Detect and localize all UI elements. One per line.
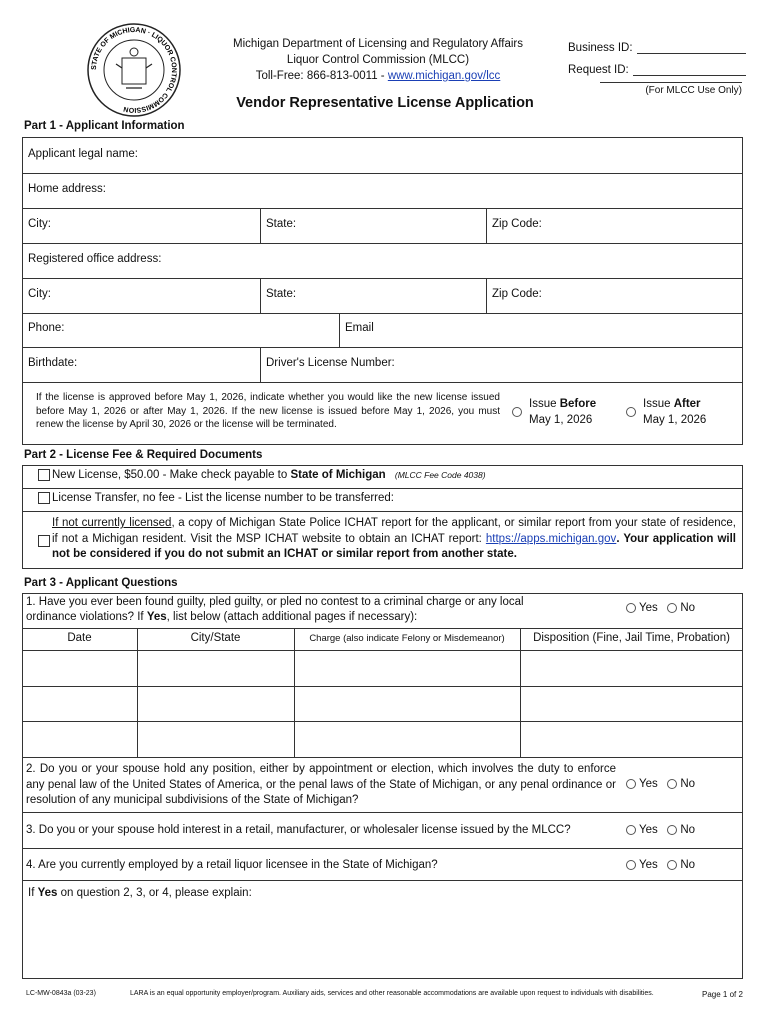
part3-heading: Part 3 - Applicant Questions [24, 577, 178, 589]
q3-yes-radio[interactable] [626, 825, 636, 835]
ichat-text: , a copy of Michigan State Police ICHAT report for the applicant, or similar report from your state of residence, if not a Michigan resident. Visit the MSP ICHAT website to obtain an ICHAT report: [52, 517, 736, 545]
q2-options [626, 778, 695, 790]
new-license-checkbox[interactable] [38, 469, 50, 481]
website-link[interactable]: www.michigan.gov/lcc [387, 70, 501, 82]
business-id-field[interactable] [637, 40, 746, 54]
commission-name: Liquor Control Commission (MLCC) [286, 54, 470, 66]
col-city-state: City/State [190, 632, 241, 644]
q2-yes-label: Yes [639, 778, 658, 790]
q1-text: 1. Have you ever been found guilty, pled guilty, or pled no contest to a criminal charge or any local ordinance violations? If [26, 596, 524, 623]
form-number: LC-MW-0843a (03-23) [26, 990, 96, 997]
question-1 [26, 595, 566, 625]
eeo-statement: LARA is an equal opportunity employer/program. Auxiliary aids, services and other reasonable accommodations are available upon request to individuals with disabilities. [130, 990, 654, 997]
home-state-field[interactable]: State: [266, 218, 297, 230]
q4-options [626, 859, 695, 871]
q4-yes-radio[interactable] [626, 860, 636, 870]
office-city-field[interactable]: City: [28, 288, 51, 300]
explain-field[interactable] [28, 887, 252, 899]
explain-text: If [28, 887, 38, 899]
dept-name: Michigan Department of Licensing and Regulatory Affairs [232, 38, 523, 50]
q2-no-radio[interactable] [667, 779, 677, 789]
payee: State of Michigan [290, 469, 386, 482]
issue-word: Issue [529, 398, 560, 410]
birthdate-field[interactable]: Birthdate: [28, 357, 78, 369]
after-word: After [673, 398, 701, 410]
q1-options [626, 602, 695, 614]
q3-options [626, 824, 695, 836]
before-date: May 1, 2026 [529, 414, 593, 426]
q2-no-label: No [680, 778, 696, 790]
office-state-field[interactable]: State: [266, 288, 297, 300]
mlcc-use-only: (For MLCC Use Only) [600, 82, 742, 96]
issue-before-option[interactable] [512, 396, 596, 428]
tollfree: Toll-Free: 866-813-0011 - [255, 70, 388, 82]
q4-yes-label: Yes [639, 859, 658, 871]
mlcc-seal-logo [86, 22, 182, 118]
q1-yes-word: Yes [146, 611, 167, 623]
page-number: Page 1 of 2 [702, 990, 743, 999]
home-address-field[interactable]: Home address: [28, 183, 106, 195]
col-date: Date [67, 632, 92, 644]
issue-word: Issue [643, 398, 674, 410]
transfer-label: License Transfer, no fee - List the license number to be transferred: [52, 492, 394, 505]
q4-no-label: No [680, 859, 696, 871]
question-3: 3. Do you or your spouse hold interest in a retail, manufacturer, or wholesaler license issued by the MLCC? [26, 824, 571, 836]
col-disposition: Disposition (Fine, Jail Time, Probation) [533, 632, 730, 644]
contact-line [200, 68, 556, 84]
q3-no-label: No [680, 824, 696, 836]
q1-yes-label: Yes [639, 602, 658, 614]
before-word: Before [559, 398, 597, 410]
page-title: Vendor Representative License Application [236, 95, 534, 111]
home-city-field[interactable]: City: [28, 218, 51, 230]
q3-no-radio[interactable] [667, 825, 677, 835]
transfer-checkbox[interactable] [38, 492, 50, 504]
issue-after-radio[interactable] [626, 407, 636, 417]
ichat-checkbox[interactable] [38, 535, 50, 547]
q1-no-radio[interactable] [667, 603, 677, 613]
explain-yes-word: Yes [37, 887, 58, 899]
svg-text:STATE OF MICHIGAN · LIQUOR CON: STATE OF MICHIGAN · LIQUOR CONTROL COMMISSION [90, 26, 178, 114]
phone-field[interactable]: Phone: [28, 322, 65, 334]
issue-before-radio[interactable] [512, 407, 522, 417]
issue-after-option[interactable] [626, 396, 706, 428]
transfer-option[interactable] [38, 492, 394, 504]
part2-heading: Part 2 - License Fee & Required Documents [24, 449, 263, 461]
fee-code: (MLCC Fee Code 4038) [394, 470, 486, 481]
agency-header [200, 36, 556, 84]
explain-text-end: on question 2, 3, or 4, please explain: [57, 887, 252, 899]
q3-yes-label: Yes [639, 824, 658, 836]
legal-name-field[interactable]: Applicant legal name: [28, 148, 138, 160]
question-2: 2. Do you or your spouse hold any position, either by appointment or election, which involves the duty to enforce any penal law of the United States of America, or the penal laws of the State of Michigan, or any penal ordinance or resolution of any municipal subdivisions of the State of Michigan? [26, 763, 616, 806]
email-field[interactable]: Email [345, 322, 374, 334]
registered-address-field[interactable]: Registered office address: [28, 253, 162, 265]
q1-yes-radio[interactable] [626, 603, 636, 613]
renewal-instructions: If the license is approved before May 1, 2026, indicate whether you would like the new license issued before May 1, 2026 or after May 1, 2026. If the new license is issued before May 1, 2026, you must renew the license by April 30, 2026 or the license will be terminated. [36, 392, 500, 430]
q1-text-end: , list below (attach additional pages if necessary): [166, 611, 418, 623]
new-license-label: New License, $50.00 - Make check payable to [52, 469, 291, 482]
question-4: 4. Are you currently employed by a retail liquor licensee in the State of Michigan? [26, 859, 438, 871]
office-zip-field[interactable]: Zip Code: [492, 288, 542, 300]
part1-heading: Part 1 - Applicant Information [24, 120, 185, 132]
q2-yes-radio[interactable] [626, 779, 636, 789]
ichat-instructions [52, 516, 736, 563]
request-id-label: Request ID: [568, 64, 629, 76]
home-zip-field[interactable]: Zip Code: [492, 218, 542, 230]
request-id-field[interactable] [633, 62, 746, 76]
mlcc-id-box [568, 32, 746, 76]
not-licensed: If not currently licensed [52, 517, 172, 529]
after-date: May 1, 2026 [643, 414, 707, 426]
ichat-link[interactable]: https://apps.michigan.gov [485, 532, 617, 545]
ichat-warning: . Your application will not be considered if you do not submit an ICHAT or similar report from another state. [52, 532, 736, 560]
drivers-license-field[interactable]: Driver's License Number: [266, 357, 395, 369]
q4-no-radio[interactable] [667, 860, 677, 870]
business-id-label: Business ID: [568, 42, 633, 54]
col-charge: Charge (also indicate Felony or Misdemeanor) [309, 633, 505, 644]
new-license-option[interactable] [38, 469, 486, 481]
q1-no-label: No [680, 602, 696, 614]
